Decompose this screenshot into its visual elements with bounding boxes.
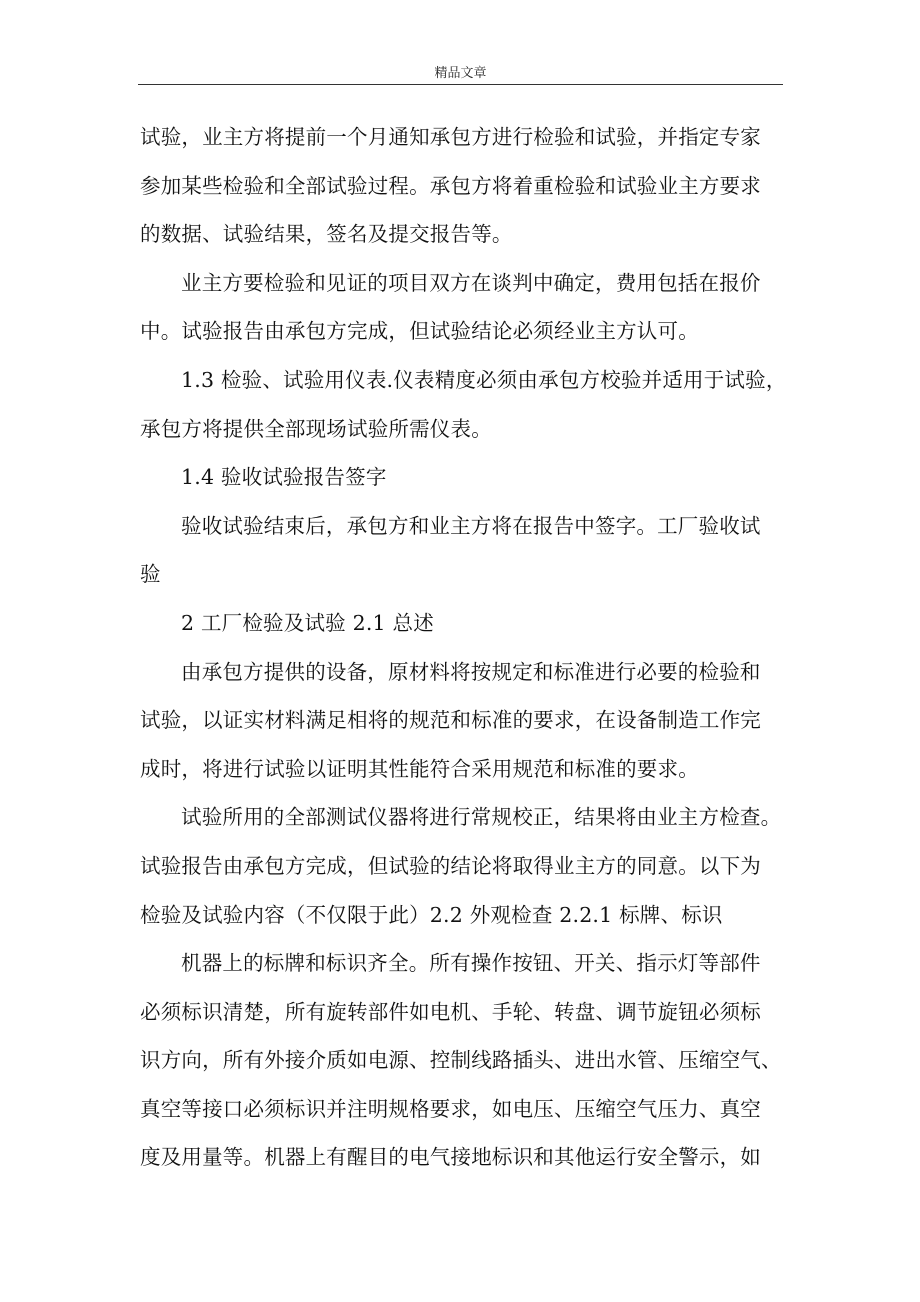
text-line: 业主方要检验和见证的项目双方在谈判中确定，费用包括在报价 <box>181 270 761 295</box>
text-line: 机器上的标牌和标识齐全。所有操作按钮、开关、指示灯等部件 <box>181 951 761 976</box>
text-line: 由承包方提供的设备，原材料将按规定和标准进行必要的检验和 <box>181 659 761 684</box>
page-header-title: 精品文章 <box>434 66 487 81</box>
text-line: 真空等接口必须标识并注明规格要求，如电压、压缩空气压力、真空 <box>140 1096 761 1121</box>
paragraph <box>140 502 790 599</box>
section-heading <box>140 453 790 502</box>
text-line: 1.4 验收试验报告签字 <box>181 465 387 490</box>
text-line: 检验及试验内容（不仅限于此）2.2 外观检查 2.2.1 标牌、标识 <box>140 902 723 927</box>
text-line: 承包方将提供全部现场试验所需仪表。 <box>140 416 492 441</box>
header-divider <box>138 84 783 85</box>
text-line: 中。试验报告由承包方完成，但试验结论必须经业主方认可。 <box>140 319 699 344</box>
text-line: 参加某些检验和全部试验过程。承包方将着重检验和试验业主方要求 <box>140 173 761 198</box>
text-line: 识方向，所有外接介质如电源、控制线路插头、进出水管、压缩空气、 <box>140 1048 782 1073</box>
text-line: 度及用量等。机器上有醒目的电气接地标识和其他运行安全警示，如 <box>140 1145 761 1170</box>
paragraph <box>140 259 790 356</box>
paragraph <box>140 113 790 259</box>
text-line: 试验，以证实材料满足相将的规范和标准的要求，在设备制造工作完 <box>140 708 761 733</box>
text-line: 必须标识清楚，所有旋转部件如电机、手轮、转盘、调节旋钮必须标 <box>140 999 761 1024</box>
text-line: 试验报告由承包方完成，但试验的结论将取得业主方的同意。以下为 <box>140 853 761 878</box>
text-line: 的数据、试验结果，签名及提交报告等。 <box>140 222 513 247</box>
text-line: 验 <box>140 562 161 587</box>
text-line: 成时，将进行试验以证明其性能符合采用规范和标准的要求。 <box>140 756 699 781</box>
paragraph <box>140 356 790 453</box>
text-line: 验收试验结束后，承包方和业主方将在报告中签字。工厂验收试 <box>181 513 761 538</box>
paragraph <box>140 793 790 939</box>
section-heading <box>140 599 790 648</box>
text-line: 试验所用的全部测试仪器将进行常规校正，结果将由业主方检查。 <box>181 805 782 830</box>
text-line: 2 工厂检验及试验 2.1 总述 <box>181 610 434 635</box>
paragraph <box>140 939 790 1182</box>
text-line: 试验，业主方将提前一个月通知承包方进行检验和试验，并指定专家 <box>140 125 761 149</box>
document-body <box>140 113 790 1182</box>
text-line: 1.3 检验、试验用仪表.仪表精度必须由承包方校验并适用于试验， <box>181 367 787 392</box>
paragraph <box>140 648 790 794</box>
